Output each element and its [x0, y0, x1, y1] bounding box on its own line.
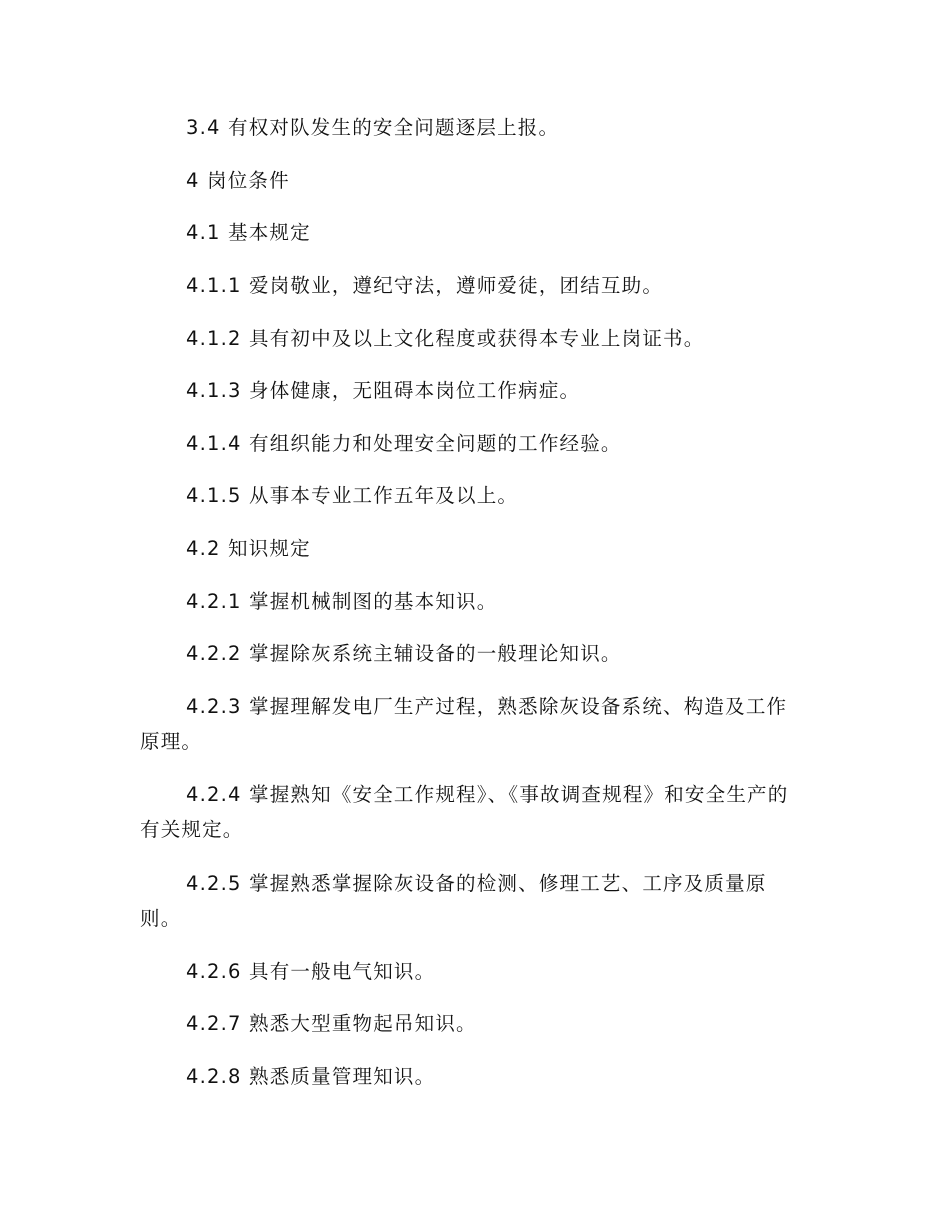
paragraph-4-1-4: 4.1.4 有组织能力和处理安全问题的工作经验。: [186, 432, 622, 455]
paragraph-4-2-4: 4.2.4 掌握熟知《安全工作规程》、《事故调查规程》和安全生产的有关规定。: [140, 783, 789, 841]
paragraph-4-2-5: 4.2.5 掌握熟悉掌握除灰设备的检测、修理工艺、工序及质量原则。: [140, 872, 767, 930]
paragraph-4-2-2: 4.2.2 掌握除灰系统主辅设备的一般理论知识。: [186, 642, 622, 665]
paragraph-4-2-3: 4.2.3 掌握理解发电厂生产过程，熟悉除灰设备系统、构造及工作原理。: [140, 695, 788, 753]
paragraph-4-2-1: 4.2.1 掌握机械制图的基本知识。: [186, 590, 498, 613]
paragraph-4-1-1: 4.1.1 爱岗敬业，遵纪守法，遵师爱徒，团结互助。: [186, 274, 664, 297]
heading-4-1: 4.1 基本规定: [186, 221, 311, 244]
paragraph-3-4: 3.4 有权对队发生的安全问题逐层上报。: [186, 116, 560, 139]
paragraph-4-1-5: 4.1.5 从事本专业工作五年及以上。: [186, 484, 519, 507]
paragraph-4-1-3: 4.1.3 身体健康，无阻碍本岗位工作病症。: [186, 379, 581, 402]
paragraph-4-1-2: 4.1.2 具有初中及以上文化程度或获得本专业上岗证书。: [186, 327, 705, 350]
paragraph-4-2-6: 4.2.6 具有一般电气知识。: [186, 960, 436, 983]
paragraph-4-2-8: 4.2.8 熟悉质量管理知识。: [186, 1065, 436, 1088]
paragraph-4-2-7: 4.2.7 熟悉大型重物起吊知识。: [186, 1012, 477, 1035]
heading-4-2: 4.2 知识规定: [186, 537, 311, 560]
heading-4: 4 岗位条件: [186, 169, 290, 192]
